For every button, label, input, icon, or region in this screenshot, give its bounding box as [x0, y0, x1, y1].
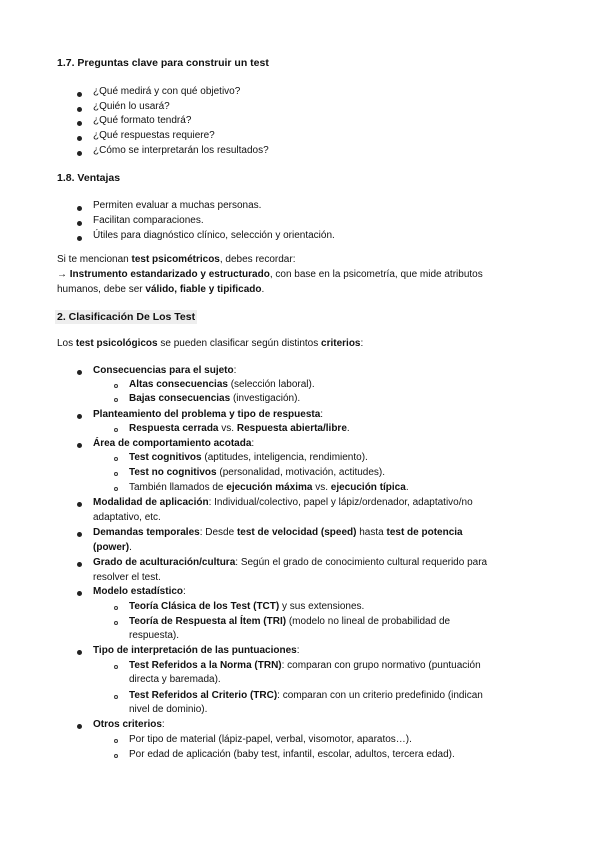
sub-bullet	[114, 398, 118, 402]
sub-item: Test Referidos a la Norma (TRN): comparan con grupo normativo (puntuación	[129, 660, 481, 671]
sub-item: Test no cognitivos (personalidad, motivación, actitudes).	[129, 467, 386, 478]
list-item: Útiles para diagnóstico clínico, selección y orientación.	[93, 230, 335, 241]
bullet	[77, 221, 82, 226]
sub-bullet	[114, 487, 118, 491]
criterion-aculturacion-cont: resolver el test.	[93, 572, 161, 583]
sub-bullet	[114, 428, 118, 432]
sub-item: Test cognitivos (aptitudes, inteligencia, rendimiento).	[129, 452, 368, 463]
list-item: Permiten evaluar a muchas personas.	[93, 200, 262, 211]
sub-bullet	[114, 739, 118, 743]
criterion-modelo: Modelo estadístico:	[93, 586, 186, 597]
sub-item: Por tipo de material (lápiz-papel, verbal, visomotor, aparatos…).	[129, 734, 412, 745]
sub-bullet	[114, 621, 118, 625]
heading-2: 2. Clasificación De Los Test	[57, 311, 196, 323]
bullet	[77, 370, 82, 375]
sub-item: Test Referidos al Criterio (TRC): comparan con un criterio predefinido (indican	[129, 690, 483, 701]
sub-item: Altas consecuencias (selección laboral).	[129, 379, 315, 390]
sub-item-cont: directa y baremada).	[129, 674, 221, 685]
criterion-area: Área de comportamiento acotada:	[93, 438, 255, 449]
note-line-1: Si te mencionan test psicométricos, debes recordar:	[57, 254, 296, 265]
list-item: ¿Cómo se interpretarán los resultados?	[93, 145, 269, 156]
criterion-planteamiento: Planteamiento del problema y tipo de respuesta:	[93, 409, 324, 420]
sub-bullet	[114, 457, 118, 461]
bullet	[77, 136, 82, 141]
note-line-2: → Instrumento estandarizado y estructurado, con base en la psicometría, que mide atributos	[57, 269, 483, 280]
sub-item: También llamados de ejecución máxima vs. ejecución típica.	[129, 482, 409, 493]
heading-1-8: 1.8. Ventajas	[57, 172, 121, 184]
sub-item-cont: respuesta).	[129, 630, 180, 641]
heading-1-7: 1.7. Preguntas clave para construir un test	[57, 57, 269, 69]
bullet	[77, 206, 82, 211]
bullet	[77, 443, 82, 448]
criterion-modalidad-cont: adaptativo, etc.	[93, 512, 161, 523]
criterion-aculturacion: Grado de aculturación/cultura: Según el grado de conocimiento cultural requerido para	[93, 557, 488, 568]
bullet	[77, 650, 82, 655]
list-item: ¿Quién lo usará?	[93, 101, 170, 112]
note-line-3: humanos, debe ser válido, fiable y tipificado.	[57, 284, 265, 295]
sub-item: Bajas consecuencias (investigación).	[129, 393, 301, 404]
sub-item-cont: nivel de dominio).	[129, 704, 208, 715]
criterion-interpretacion: Tipo de interpretación de las puntuaciones:	[93, 645, 300, 656]
criterion-demandas: Demandas temporales: Desde test de velocidad (speed) hasta test de potencia	[93, 527, 463, 538]
criterion-consecuencias: Consecuencias para el sujeto:	[93, 365, 237, 376]
sub-item: Teoría Clásica de los Test (TCT) y sus extensiones.	[129, 601, 365, 612]
sub-item: Teoría de Respuesta al Ítem (TRI) (modelo no lineal de probabilidad de	[129, 616, 451, 627]
sub-bullet	[114, 384, 118, 388]
criterion-otros: Otros criterios:	[93, 719, 165, 730]
list-item: ¿Qué medirá y con qué objetivo?	[93, 86, 241, 97]
bullet	[77, 532, 82, 537]
bullet	[77, 591, 82, 596]
list-item: Facilitan comparaciones.	[93, 215, 204, 226]
sub-item: Respuesta cerrada vs. Respuesta abierta/libre.	[129, 423, 350, 434]
list-item: ¿Qué formato tendrá?	[93, 115, 192, 126]
bullet	[77, 724, 82, 729]
intro-paragraph: Los test psicológicos se pueden clasificar según distintos criterios:	[57, 338, 364, 349]
sub-bullet	[114, 606, 118, 610]
bullet	[77, 121, 82, 126]
sub-bullet	[114, 754, 118, 758]
sub-bullet	[114, 665, 118, 669]
criterion-demandas-cont: (power).	[93, 542, 132, 553]
bullet	[77, 414, 82, 419]
bullet	[77, 236, 82, 241]
bullet	[77, 562, 82, 567]
sub-bullet	[114, 472, 118, 476]
bullet	[77, 151, 82, 156]
bullet	[77, 107, 82, 112]
criterion-modalidad: Modalidad de aplicación: Individual/colectivo, papel y lápiz/ordenador, adaptativo/no	[93, 497, 473, 508]
bullet	[77, 502, 82, 507]
sub-item: Por edad de aplicación (baby test, infantil, escolar, adultos, tercera edad).	[129, 749, 455, 760]
sub-bullet	[114, 695, 118, 699]
list-item: ¿Qué respuestas requiere?	[93, 130, 215, 141]
bullet	[77, 92, 82, 97]
